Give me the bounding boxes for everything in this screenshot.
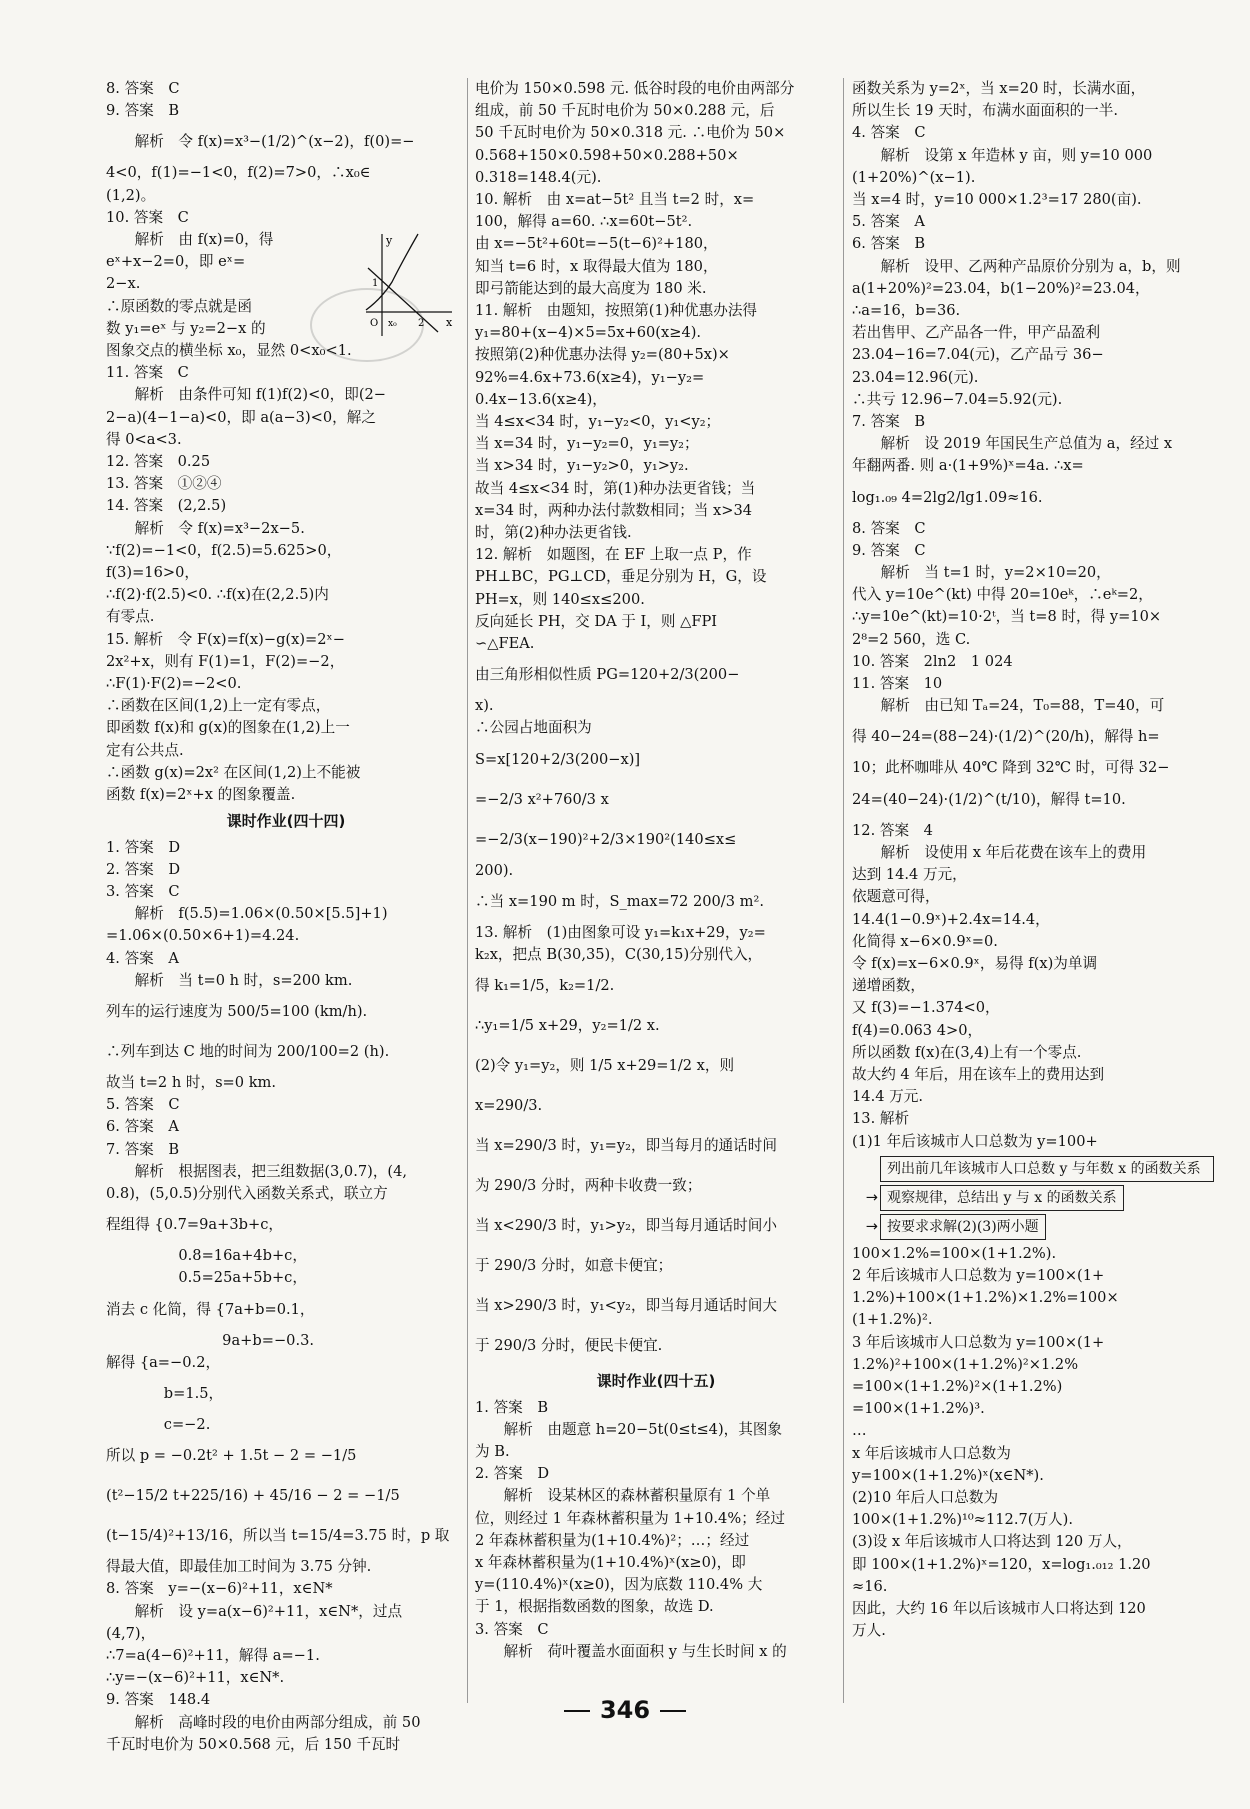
text-line: 课时作业(四十五) <box>596 1372 716 1391</box>
text-line: 0.8=16a+4b+c， <box>120 1247 307 1265</box>
text-line: ≈16. <box>852 1577 888 1595</box>
flow-step <box>852 1214 1214 1240</box>
text-line: (1)1 年后该城市人口总数为 y=100+ <box>852 1132 1098 1150</box>
text-line: 为 B. <box>475 1442 510 1460</box>
text-line: 于 290/3 分时，如意卡便宜； <box>475 1257 673 1275</box>
text-line: 年翻两番. 则 a·(1+9%)ˣ=4a. ∴x= <box>852 457 1084 475</box>
text-line: 200). <box>475 861 514 879</box>
flow-box-1: 列出前几年该城市人口总数 y 与年数 x 的函数关系 <box>880 1156 1214 1182</box>
text-line: 当 4≤x<34 时，y₁−y₂<0，y₁<y₂； <box>475 413 721 431</box>
text-line: 当 x=34 时，y₁−y₂=0，y₁=y₂； <box>475 435 699 453</box>
text-line: 当 x>34 时，y₁−y₂>0，y₁>y₂. <box>475 457 689 475</box>
text-line: 解析 由已知 Tₐ=24，T₀=88，T=40，可 <box>866 697 1165 715</box>
text-line: S=x[120+2/3(200−x)] <box>475 750 641 768</box>
column-divider <box>843 78 844 1703</box>
text-line: 8. 答案 y=−(x−6)²+11，x∈N* <box>106 1580 333 1598</box>
text-line: 10；此杯咖啡从 40℃ 降到 32℃ 时，可得 32− <box>852 759 1170 777</box>
text-line: x 年森林蓄积量为(1+10.4%)ˣ(x≥0)，即 <box>475 1553 746 1571</box>
text-line: 解析 设某林区的森林蓄积量原有 1 个单 <box>489 1487 771 1505</box>
text-line: 7. 答案 B <box>106 1140 180 1158</box>
text-line: 得 40−24=(88−24)·(1/2)^(20/h)，解得 h= <box>852 728 1160 746</box>
text-line: (t²−15/2 t+225/16) + 45/16 − 2 = −1/5 <box>106 1487 400 1505</box>
dash-left <box>564 1710 590 1712</box>
text-line: =−2/3(x−190)²+2/3×190²(140≤x≤ <box>475 830 737 848</box>
text-line: x=290/3. <box>475 1097 543 1115</box>
text-line: 解析 设 y=a(x−6)²+11，x∈N*，过点 <box>120 1602 403 1620</box>
graph-label-x: x <box>446 316 453 329</box>
text-line: ∴函数 g(x)=2x² 在区间(1,2)上不能被 <box>106 763 361 781</box>
graph-label-1: 1 <box>372 278 379 289</box>
text-line: ∴F(1)·F(2)=−2<0. <box>106 675 242 693</box>
text-line: 于 290/3 分时，便民卡便宜. <box>475 1337 663 1355</box>
text-line: 组成，前 50 千瓦时电价为 50×0.288 元，后 <box>475 102 775 120</box>
text-line: 15. 解析 令 F(x)=f(x)−g(x)=2ˣ− <box>106 630 345 648</box>
text-line: 解析 根据图表，把三组数据(3,0.7)，(4, <box>120 1162 408 1180</box>
text-line: 达到 14.4 万元， <box>852 866 967 884</box>
text-line: 定有公共点. <box>106 741 184 759</box>
text-line: 2 年森林蓄积量为(1+10.4%)²；…；经过 <box>475 1531 750 1549</box>
text-line: 24=(40−24)·(1/2)^(t/10)，解得 t=10. <box>852 790 1126 808</box>
text-line: 解析 荷叶覆盖水面面积 y 与生长时间 x 的 <box>489 1642 787 1660</box>
text-line: 2−a)(4−1−a)<0，即 a(a−3)<0，解之 <box>106 408 376 426</box>
text-line: 解析 令 f(x)=x³−(1/2)^(x−2)，f(0)=− <box>120 133 415 151</box>
text-line: 即弓箭能达到的最大高度为 180 米. <box>475 279 707 297</box>
text-line: 2⁸=2 560，选 C. <box>852 630 971 648</box>
text-line: 时，第(2)种办法更省钱. <box>475 524 632 542</box>
text-line: =1.06×(0.50×6+1)=4.24. <box>106 927 300 945</box>
text-line: x). <box>475 697 494 715</box>
text-line: 因此，大约 16 年以后该城市人口将达到 120 <box>852 1599 1146 1617</box>
text-line: 100，解得 a=60. ∴x=60t−5t². <box>475 213 693 231</box>
graph-label-x0: x₀ <box>388 319 397 329</box>
text-line: 0.568+150×0.598+50×0.288+50× <box>475 146 739 164</box>
text-line: 当 x<290/3 时，y₁>y₂，即当每月通话时间小 <box>475 1217 777 1235</box>
text-line: 函数 f(x)=2ˣ+x 的图象覆盖. <box>106 786 296 804</box>
text-line: 有零点. <box>106 608 155 626</box>
text-line: 令 f(x)=x−6×0.9ˣ，易得 f(x)为单调 <box>852 954 1098 972</box>
text-line: PH=x，则 140≤x≤200. <box>475 590 645 608</box>
text-line: … <box>852 1422 867 1440</box>
text-line: (t−15/4)²+13/16，所以当 t=15/4=3.75 时，p 取 <box>106 1527 450 1545</box>
text-line: 5. 答案 C <box>106 1096 180 1114</box>
text-line: 1.2%)+100×(1+1.2%)×1.2%=100× <box>852 1289 1119 1307</box>
text-line: 故当 4≤x<34 时，第(1)种办法更省钱；当 <box>475 479 756 497</box>
text-line: 得 0<a<3. <box>106 430 182 448</box>
text-line: 按照第(2)种优惠办法得 y₂=(80+5x)× <box>475 346 730 364</box>
text-line: 10. 答案 2ln2 1 024 <box>852 652 1013 670</box>
text-line: 4<0，f(1)=−1<0，f(2)=7>0，∴x₀∈ <box>106 164 371 182</box>
text-line: (4,7)， <box>106 1624 156 1642</box>
text-line: 1. 答案 B <box>475 1398 549 1416</box>
text-line: 图象交点的横坐标 x₀，显然 0<x₀<1. <box>106 342 352 360</box>
text-line: 解析 设甲、乙两种产品原价分别为 a，b，则 <box>866 257 1181 275</box>
text-line: 函数关系为 y=2ˣ，当 x=20 时，长满水面， <box>852 80 1146 97</box>
arrow-right-icon: → <box>865 1188 878 1206</box>
text-line: 当 x=290/3 时，y₁=y₂，即当每月的通话时间 <box>475 1137 777 1155</box>
text-line: 6. 答案 A <box>106 1118 179 1136</box>
text-line: 所以函数 f(x)在(3,4)上有一个零点. <box>852 1043 1082 1061</box>
text-line: 解析 令 f(x)=x³−2x−5. <box>120 519 305 537</box>
text-line: ∴列车到达 C 地的时间为 200/100=2 (h). <box>106 1042 390 1060</box>
text-line: 13. 解析 (1)由图象可设 y₁=k₁x+29，y₂= <box>475 923 766 941</box>
text-line: 知当 t=6 时，x 取得最大值为 180， <box>475 257 718 275</box>
text-line: 千瓦时电价为 50×0.568 元，后 150 千瓦时 <box>106 1735 401 1753</box>
text-line: 2. 答案 D <box>475 1465 550 1483</box>
text-line: 13. 解析 <box>852 1110 910 1128</box>
text-line: 12. 答案 4 <box>852 821 933 839</box>
text-line: 程组得 {0.7=9a+3b+c， <box>106 1216 283 1234</box>
text-line: 3. 答案 C <box>475 1620 549 1638</box>
flow-box-2: 观察规律，总结出 y 与 x 的函数关系 <box>880 1185 1124 1211</box>
text-line: ∴7=a(4−6)²+11，解得 a=−1. <box>106 1646 320 1664</box>
text-line: 100×(1+1.2%)¹⁰≈112.7(万人). <box>852 1511 1073 1529</box>
text-line: 解析 设 2019 年国民生产总值为 a，经过 x <box>866 435 1173 453</box>
text-line: 100×1.2%=100×(1+1.2%). <box>852 1244 1057 1262</box>
text-line: 2x²+x，则有 F(1)=1，F(2)=−2， <box>106 652 345 670</box>
text-line: 电价为 150×0.598 元. 低谷时段的电价由两部分 <box>475 80 795 97</box>
text-line: (2)令 y₁=y₂，则 1/5 x+29=1/2 x，则 <box>475 1057 735 1075</box>
text-line: 递增函数， <box>852 977 925 995</box>
text-line: 解析 高峰时段的电价由两部分组成，前 50 <box>120 1713 421 1731</box>
text-line: 9. 答案 B <box>106 102 180 120</box>
text-line: 23.04=12.96(元). <box>852 368 979 386</box>
text-line: eˣ+x−2=0，即 eˣ= <box>106 253 246 271</box>
text-line: x=34 时，两种办法付款数相同；当 x>34 <box>475 501 753 519</box>
text-line: 4. 答案 A <box>106 949 179 967</box>
text-line: 0.4x−13.6(x≥4)， <box>475 390 607 408</box>
text-line: 1.2%)²+100×(1+1.2%)²×1.2% <box>852 1355 1079 1373</box>
text-line: 解析 由题意 h=20−5t(0≤t≤4)，其图象 <box>489 1420 783 1438</box>
text-line: 解析 当 t=1 时，y=2×10=20， <box>866 564 1111 582</box>
flow-box-3: 按要求求解(2)(3)两小题 <box>880 1214 1046 1240</box>
text-line: ∵f(2)=−1<0，f(2.5)=5.625>0， <box>106 541 342 559</box>
text-line: 9. 答案 148.4 <box>106 1691 211 1709</box>
text-line: 0.318=148.4(元). <box>475 168 602 186</box>
text-line: 当 x=4 时，y=10 000×1.2³=17 280(亩). <box>852 191 1142 209</box>
text-line: log₁.₀₉ 4=2lg2/lg1.09≈16. <box>852 488 1043 506</box>
text-line: 课时作业(四十四) <box>226 812 346 831</box>
text-line: 23.04−16=7.04(元)，乙产品亏 36− <box>852 346 1104 364</box>
text-line: b=1.5， <box>120 1384 224 1402</box>
text-line: y₁=80+(x−4)×5=5x+60(x≥4). <box>475 324 702 342</box>
text-line: =100×(1+1.2%)³. <box>852 1400 985 1418</box>
text-line: 9a+b=−0.3. <box>120 1331 315 1349</box>
page-number-text: 346 <box>599 1696 651 1724</box>
text-line: 解析 由 f(x)=0，得 <box>120 231 274 249</box>
text-line: c=−2. <box>120 1415 211 1433</box>
text-line: 14. 答案 (2,2.5) <box>106 497 227 515</box>
dash-right <box>660 1710 686 1712</box>
text-line: 11. 解析 由题知，按照第(1)种优惠办法得 <box>475 302 758 320</box>
text-line: 故当 t=2 h 时，s=0 km. <box>106 1073 277 1091</box>
text-line: 若出售甲、乙产品各一件，甲产品盈利 <box>852 324 1101 342</box>
text-line: 7. 答案 B <box>852 413 926 431</box>
text-line: 2. 答案 D <box>106 860 181 878</box>
text-line: 又 f(3)=−1.374<0， <box>852 999 1000 1017</box>
text-line: 2 年后该城市人口总数为 y=100×(1+ <box>852 1266 1105 1284</box>
text-line: 得最大值，即最佳加工时间为 3.75 分钟. <box>106 1558 372 1576</box>
text-line: 8. 答案 C <box>852 519 926 537</box>
text-line: ∴当 x=190 m 时，S_max=72 200/3 m². <box>475 892 764 910</box>
text-line: 即函数 f(x)和 g(x)的图象在(1,2)上一 <box>106 719 350 737</box>
text-line: (2)10 年后人口总数为 <box>852 1488 999 1506</box>
column-middle <box>475 78 837 1663</box>
text-line: 11. 答案 C <box>106 364 189 382</box>
arrow-right-icon: → <box>865 1217 878 1235</box>
text-line: 反向延长 PH，交 DA 于 I，则 △FPI <box>475 612 718 630</box>
text-line: 50 千瓦时电价为 50×0.318 元. ∴电价为 50× <box>475 124 786 142</box>
text-line: ∴函数在区间(1,2)上一定有零点， <box>106 697 331 715</box>
text-line: 14.4 万元. <box>852 1088 923 1106</box>
text-line: 列车的运行速度为 500/5=100 (km/h). <box>106 1002 368 1020</box>
text-line: 解析 设第 x 年造林 y 亩，则 y=10 000 <box>866 146 1153 164</box>
text-line: ∴公园占地面积为 <box>475 719 592 737</box>
text-line: 92%=4.6x+73.6(x≥4)，y₁−y₂= <box>475 368 705 386</box>
graph-label-2: 2 <box>418 318 425 329</box>
column-right <box>852 78 1214 1642</box>
text-line: 6. 答案 B <box>852 235 926 253</box>
text-line: 于 1，根据指数函数的图象，故选 D. <box>475 1598 714 1616</box>
text-line: 万人. <box>852 1622 886 1640</box>
text-line: 数 y₁=eˣ 与 y₂=2−x 的 <box>106 319 266 337</box>
text-line: y=(110.4%)ˣ(x≥0)，因为底数 110.4% 大 <box>475 1576 763 1594</box>
text-line: 11. 答案 10 <box>852 675 943 693</box>
text-line: 解析 由条件可知 f(1)f(2)<0，即(2− <box>120 386 387 404</box>
text-line: 所以 p = −0.2t² + 1.5t − 2 = −1/5 <box>106 1447 357 1465</box>
text-line: 解析 设使用 x 年后花费在该车上的费用 <box>866 843 1147 861</box>
text-line: 由三角形相似性质 PG=120+2/3(200− <box>475 666 740 684</box>
text-line: 9. 答案 C <box>852 541 926 559</box>
stamp-mark <box>310 288 424 362</box>
text-line: ∴共亏 12.96−7.04=5.92(元). <box>852 390 1063 408</box>
text-line: 代入 y=10e^(kt) 中得 20=10eᵏ，∴eᵏ=2， <box>852 586 1153 604</box>
text-line: f(4)=0.063 4>0， <box>852 1021 983 1039</box>
text-line: 化简得 x−6×0.9ˣ=0. <box>852 932 998 950</box>
text-line: ∴原函数的零点就是函 <box>106 297 252 315</box>
text-line: k₂x，把点 B(30,35)，C(30,15)分别代入， <box>475 946 763 964</box>
text-line: 解析 当 t=0 h 时，s=200 km. <box>120 971 353 989</box>
text-line: (3)设 x 年后该城市人口将达到 120 万人， <box>852 1533 1132 1551</box>
text-line: =100×(1+1.2%)²×(1+1.2%) <box>852 1377 1063 1395</box>
column-divider <box>467 78 468 1703</box>
text-line: =−2/3 x²+760/3 x <box>475 790 609 808</box>
text-line: ∽△FEA. <box>475 635 535 653</box>
text-line: 为 290/3 分时，两种卡收费一致； <box>475 1177 702 1195</box>
text-line: 2−x. <box>106 275 141 293</box>
text-line: 位，则经过 1 年森林蓄积量为 1+10.4%；经过 <box>475 1509 785 1527</box>
text-line: 0.5=25a+5b+c， <box>120 1269 307 1287</box>
text-line: 10. 解析 由 x=at−5t² 且当 t=2 时，x= <box>475 191 755 209</box>
text-line: 故大约 4 年后，用在该车上的费用达到 <box>852 1065 1105 1083</box>
text-line: 所以生长 19 天时，布满水面面积的一半. <box>852 102 1118 120</box>
text-line: a(1+20%)²=23.04，b(1−20%)²=23.04， <box>852 279 1150 297</box>
text-line: 解析 f(5.5)=1.06×(0.50×[5.5]+1) <box>120 905 388 923</box>
text-line: (1,2)。 <box>106 186 156 204</box>
text-line: (1+20%)^(x−1). <box>852 168 976 186</box>
text-line: 消去 c 化简，得 {7a+b=0.1， <box>106 1300 315 1318</box>
text-line: 5. 答案 A <box>852 213 925 231</box>
text-line: 解得 {a=−0.2， <box>106 1353 221 1371</box>
text-line: 12. 解析 如题图，在 EF 上取一点 P，作 <box>475 546 752 564</box>
text-line: 0.8)，(5,0.5)分别代入函数关系式，联立方 <box>106 1184 388 1202</box>
text-line: 3. 答案 C <box>106 882 180 900</box>
text-line: 由 x=−5t²+60t=−5(t−6)²+180， <box>475 235 718 253</box>
text-line: f(3)=16>0， <box>106 564 199 582</box>
text-line: 依题意可得， <box>852 888 940 906</box>
graph-label-origin: O <box>370 318 379 329</box>
text-line: ∴f(2)·f(2.5)<0. ∴f(x)在(2,2.5)内 <box>106 586 329 604</box>
text-line: 1. 答案 D <box>106 838 181 856</box>
text-line: PH⊥BC，PG⊥CD，垂足分别为 H，G，设 <box>475 568 767 586</box>
text-line: ∴y₁=1/5 x+29，y₂=1/2 x. <box>475 1017 660 1035</box>
graph-label-y: y <box>386 234 393 247</box>
text-line: 即 100×(1+1.2%)ˣ=120，x=log₁.₀₁₂ 1.20 <box>852 1555 1151 1573</box>
text-line: 13. 答案 ①②④ <box>106 475 222 493</box>
text-line: 10. 答案 C <box>106 208 189 226</box>
text-line: ∴y=10e^(kt)=10·2ᵗ，当 t=8 时，得 y=10× <box>852 608 1162 626</box>
text-line: y=100×(1+1.2%)ˣ(x∈N*). <box>852 1466 1044 1484</box>
page-number <box>0 1696 1250 1724</box>
text-line: 3 年后该城市人口总数为 y=100×(1+ <box>852 1333 1105 1351</box>
text-line: 得 k₁=1/5，k₂=1/2. <box>475 977 615 995</box>
text-line: 14.4(1−0.9ˣ)+2.4x=14.4， <box>852 910 1050 928</box>
text-line: x 年后该城市人口总数为 <box>852 1444 1011 1462</box>
text-line: ∴y=−(x−6)²+11，x∈N*. <box>106 1669 285 1687</box>
text-line: 8. 答案 C <box>106 80 180 97</box>
text-line: ∴a=16，b=36. <box>852 302 961 320</box>
text-line: 4. 答案 C <box>852 124 926 142</box>
text-line: 当 x>290/3 时，y₁<y₂，即当每月通话时间大 <box>475 1297 777 1315</box>
flow-step <box>852 1185 1214 1211</box>
text-line: 12. 答案 0.25 <box>106 453 211 471</box>
text-line: (1+1.2%)². <box>852 1311 933 1329</box>
